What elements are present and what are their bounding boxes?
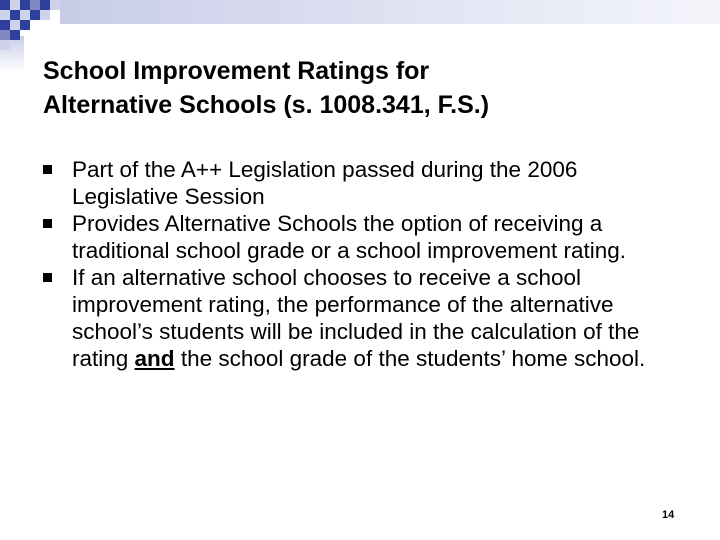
emphasized-word: and [134,346,175,371]
checker-square [30,0,40,10]
square-bullet-icon [43,273,52,282]
checker-square [0,30,10,40]
page-number: 14 [662,509,675,521]
slide-title-line-1: School Improvement Ratings for [43,57,430,85]
checker-corner-pattern [0,0,60,60]
checker-square [30,10,40,20]
checker-square [10,30,20,40]
checker-square [0,40,10,50]
checker-square [10,0,20,10]
checker-square [10,10,20,20]
bullet-text-end: the school grade of the students’ home school. [174,346,646,371]
bullet-text: Provides Alternative Schools the option of receiving a traditional school grade or a school improvement rating. [72,211,627,263]
checker-square [0,0,10,10]
square-bullet-icon [43,165,52,174]
bullet-list [40,156,680,372]
top-gradient-bar [60,0,720,24]
checker-square [40,0,50,10]
bullet-text: Part of the A++ Legislation passed during the 2006 Legislative Session [72,157,578,209]
checker-square [0,20,10,30]
checker-square [20,10,30,20]
bullet-item [40,264,680,372]
bullet-text-start: If an alternative school chooses to receive a school improvement rating, the performance of the alternative school’s students will be included in the calculation of the rating [72,265,640,371]
bullet-item [40,210,680,264]
checker-square [0,10,10,20]
checker-square [10,20,20,30]
checker-square [40,10,50,20]
bullet-item [40,156,680,210]
square-bullet-icon [43,219,52,228]
checker-square [20,20,30,30]
checker-square [50,0,60,10]
slide-title-line-2: Alternative Schools (s. 1008.341, F.S.) [43,91,490,119]
slide-title [43,54,683,122]
checker-square [20,0,30,10]
